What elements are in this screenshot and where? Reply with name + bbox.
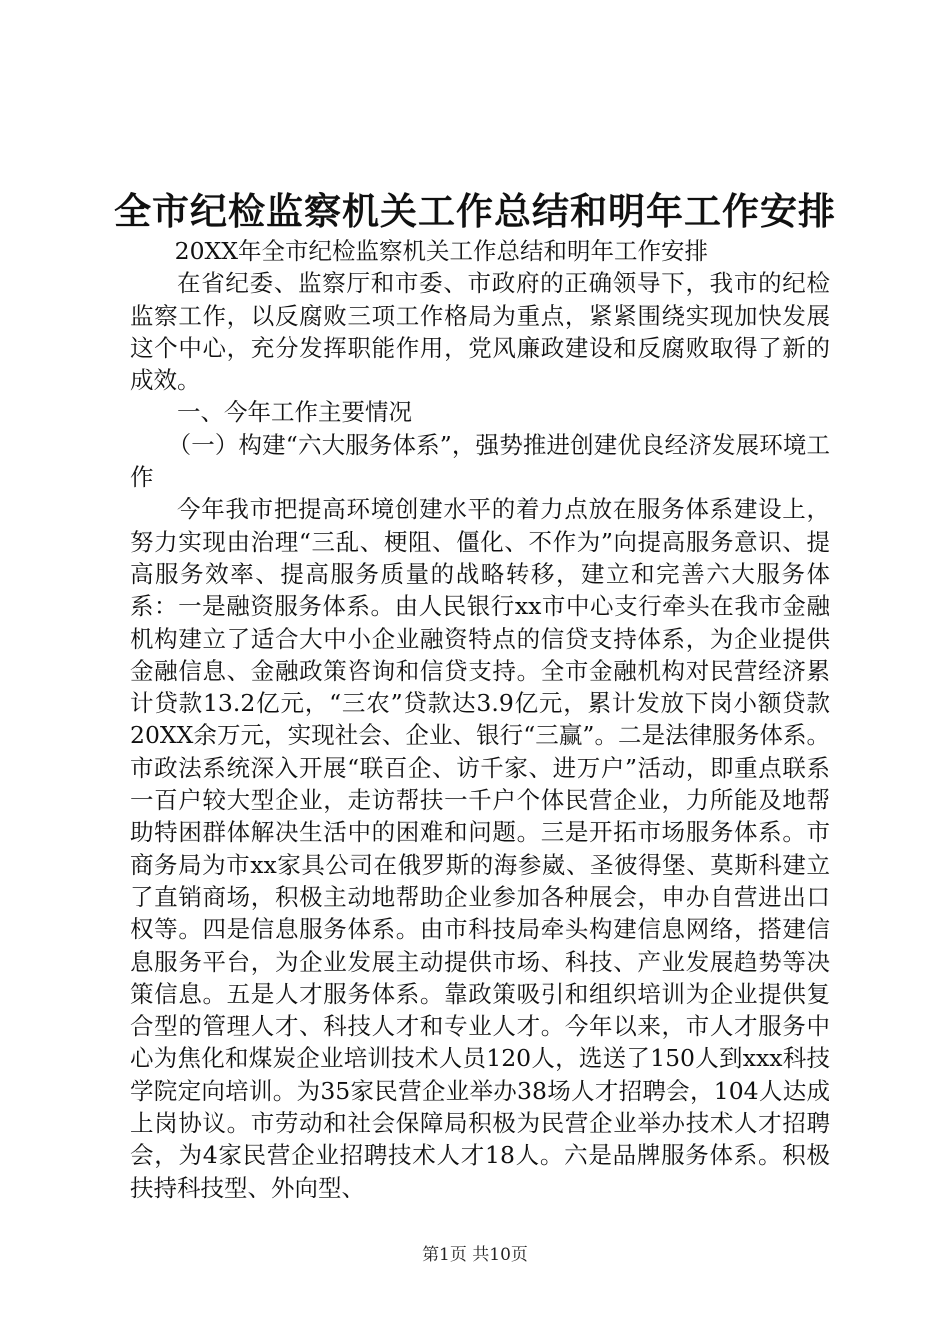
intro-paragraph: 在省纪委、监察厅和市委、市政府的正确领导下，我市的纪检监察工作，以反腐败三项工作格局为重点，紧紧围绕实现加快发展这个中心，充分发挥职能作用，党风廉政建设和反腐败取得了新的成效。 xyxy=(130,269,830,395)
subsection-heading: （一）构建“六大服务体系”，强势推进创建优良经济发展环境工作 xyxy=(130,430,830,492)
main-paragraph: 今年我市把提高环境创建水平的着力点放在服务体系建设上，努力实现由治理“三乱、梗阻、僵化、不作为”向提高服务意识、提高服务效率、提高服务质量的战略转移，建立和完善六大服务体系：一是融资服务体系。由人民银行xx市中心支行牵头在我市金融机构建立了适合大中小企业融资特点的信贷支持体系，为企业提供金融信息、金融政策咨询和信贷支持。全市金融机构对民营经济累计贷款13.2亿元，“三农”贷款达3.9亿元，累计发放下岗小额贷款20XX余万元，实现社会、企业、银行“三赢”。二是法律服务体系。市政法系统深入开展“联百企、访千家、进万户”活动，即重点联系一百户较大型企业，走访帮扶一千户个体民营企业，力所能及地帮助特困群体解决生活中的困难和问题。三是开拓市场服务体系。市商务局为市xx家具公司在俄罗斯的海参崴、圣彼得堡、莫斯科建立了直销商场，积极主动地帮助企业参加各种展会，申办自营进出口权等。四是信息服务体系。由市科技局牵头构建信息网络，搭建信息服务平台，为企业发展主动提供市场、科技、产业发展趋势等决策信息。五是人才服务体系。靠政策吸引和组织培训为企业提供复合型的管理人才、科技人才和专业人才。今年以来，市人才服务中心为焦化和煤炭企业培训技术人员120人，选送了150人到xxx科技学院定向培训。为35家民营企业举办38场人才招聘会，104人达成上岗协议。市劳动和社会保障局积极为民营企业举办技术人才招聘会，为4家民营企业招聘技术人才18人。六是品牌服务体系。积极扶持科技型、外向型、 xyxy=(130,495,830,1202)
document-body xyxy=(130,235,830,1204)
section-heading: 一、今年工作主要情况 xyxy=(177,398,412,427)
document-title: 全市纪检监察机关工作总结和明年工作安排 xyxy=(114,189,836,233)
page-number-footer: 第1页 共10页 xyxy=(422,1245,528,1265)
document-subtitle: 20XX年全市纪检监察机关工作总结和明年工作安排 xyxy=(174,237,709,265)
